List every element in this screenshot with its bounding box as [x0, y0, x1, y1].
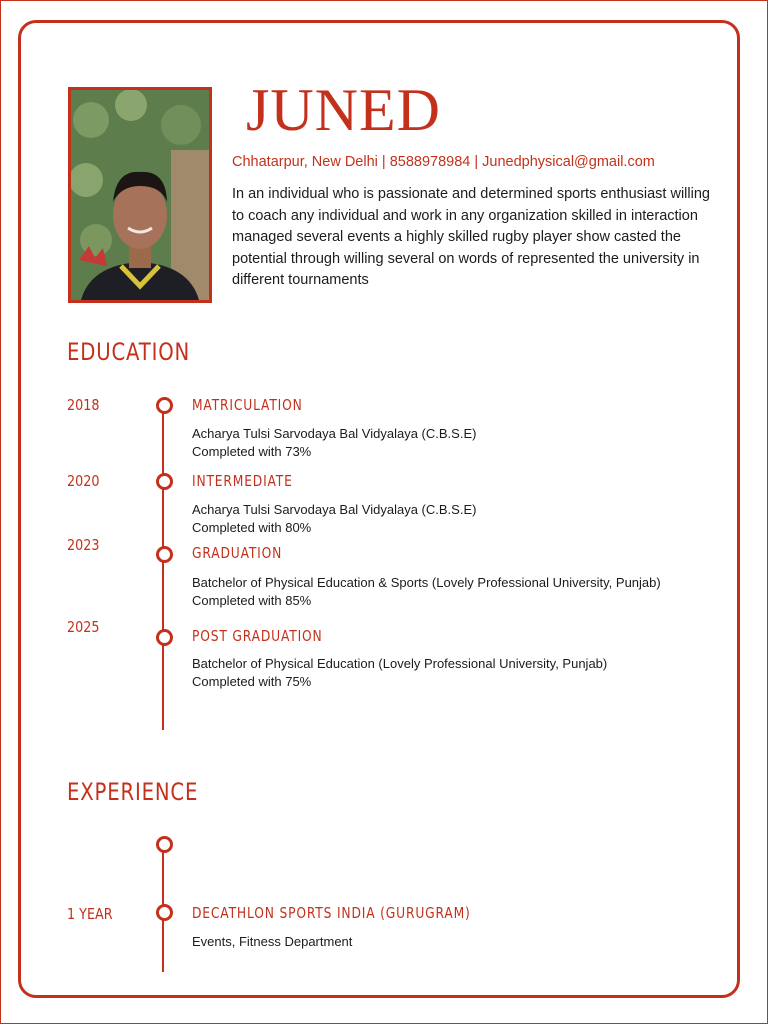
education-title-post-graduation: POST GRADUATION — [192, 627, 323, 645]
education-institution: Batchelor of Physical Education (Lovely Professional University, Punjab) — [192, 656, 608, 671]
education-year-2023: 2023 — [67, 536, 100, 554]
education-result: Completed with 75% — [192, 674, 312, 689]
education-title: EDUCATION — [67, 338, 191, 366]
contact-info: Chhatarpur, New Delhi | 8588978984 | Junedphysical@gmail.com — [232, 154, 655, 170]
education-title-intermediate: INTERMEDIATE — [192, 472, 293, 490]
circle-node-icon — [156, 629, 173, 646]
circle-node-icon — [156, 836, 173, 853]
circle-node-icon — [156, 397, 173, 414]
education-institution: Batchelor of Physical Education & Sports (Lovely Professional University, Punjab) — [192, 575, 661, 590]
education-timeline — [162, 405, 164, 730]
profile-photo — [68, 87, 212, 303]
education-title-graduation: GRADUATION — [192, 544, 283, 562]
experience-duration: 1 YEAR — [67, 905, 113, 923]
candidate-name: JUNED — [246, 77, 441, 143]
education-year-2018: 2018 — [67, 396, 100, 414]
education-institution: Acharya Tulsi Sarvodaya Bal Vidyalaya (C.B.S.E) — [192, 426, 477, 441]
education-result: Completed with 73% — [192, 444, 312, 459]
education-result: Completed with 80% — [192, 520, 312, 535]
circle-node-icon — [156, 546, 173, 563]
education-result: Completed with 85% — [192, 593, 312, 608]
circle-node-icon — [156, 904, 173, 921]
experience-title: EXPERIENCE — [67, 778, 199, 806]
profile-summary: In an individual who is passionate and determined sports enthusiast willing to coach any individual and work in any organization skilled in interaction managed several events a highly skilled rugby player show casted the potential through willing several on words of represented the university in different tournaments — [232, 186, 710, 288]
education-year-2020: 2020 — [67, 472, 100, 490]
experience-role: Events, Fitness Department — [192, 934, 353, 949]
education-institution: Acharya Tulsi Sarvodaya Bal Vidyalaya (C.B.S.E) — [192, 502, 477, 517]
education-year-2025: 2025 — [67, 618, 100, 636]
experience-title-decathlon: DECATHLON SPORTS INDIA (GURUGRAM) — [192, 904, 471, 922]
profile-photo-icon — [71, 90, 209, 300]
circle-node-icon — [156, 473, 173, 490]
education-title-matriculation: MATRICULATION — [192, 396, 303, 414]
